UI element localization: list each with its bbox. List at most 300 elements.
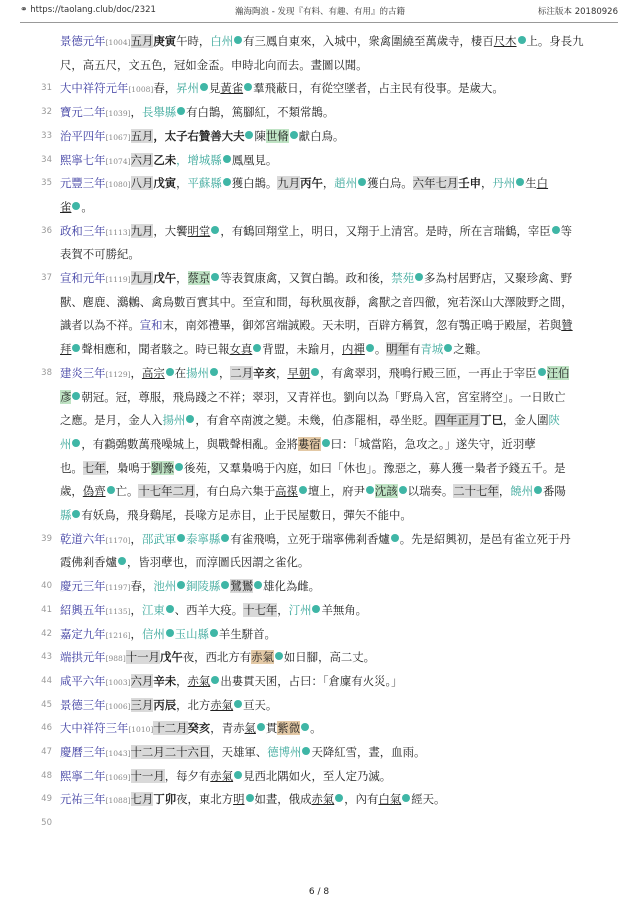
- text-segment: 多為村居野店，又聚珍禽、野: [424, 271, 573, 285]
- era-name: 元豐三年: [60, 176, 106, 191]
- text-segment: ，有倉卒南渡之變。未幾，伯彥罷相，尋坐貶。: [195, 413, 435, 428]
- text-segment: 十一月: [130, 768, 165, 783]
- text-segment: 壇上，府尹: [307, 484, 365, 499]
- era-name: 大中祥符三年: [60, 721, 129, 736]
- entry-line: [41, 101, 620, 125]
- text-segment: 出婁貫天囷，占曰：「倉廩有火災。」: [220, 673, 403, 688]
- place-name[interactable]: 邵武軍: [141, 531, 177, 546]
- annotation-marker-icon[interactable]: [358, 178, 366, 186]
- entry-continuation: [60, 480, 620, 502]
- entry-continuation: [60, 243, 620, 265]
- text-segment: 曰：「城當陷，急攻之。」遂失守，近羽孽: [330, 436, 536, 451]
- text-segment: 亡。: [115, 484, 139, 499]
- year-note: [1010]: [128, 725, 154, 735]
- annotation-marker-icon[interactable]: [166, 605, 174, 613]
- text-segment: 經天。: [411, 792, 446, 807]
- text-segment[interactable]: 偽齊: [82, 484, 106, 499]
- place-name[interactable]: 青城: [420, 342, 444, 357]
- entry-line: [41, 765, 620, 789]
- line-number: 31: [41, 83, 52, 94]
- place-name[interactable]: 縣: [60, 508, 72, 522]
- text-segment[interactable]: 拜: [60, 342, 72, 357]
- text-segment: 貫: [265, 721, 278, 736]
- place-name[interactable]: 昇州: [176, 81, 199, 96]
- era-name: 景德三年: [60, 697, 106, 712]
- annotation-marker-icon[interactable]: [302, 747, 310, 755]
- era-name: 寶元二年: [60, 105, 106, 120]
- text-segment: 如晝，俄成: [254, 792, 312, 807]
- source-link[interactable]: [20, 5, 156, 15]
- text-segment[interactable]: 氣: [244, 721, 256, 736]
- text-segment: 戊午: [153, 271, 177, 285]
- text-segment: ，青赤: [210, 721, 245, 736]
- text-segment: 獲白鵲。: [231, 176, 278, 191]
- place-name[interactable]: 丹州: [492, 176, 516, 191]
- place-name[interactable]: 趙州: [334, 176, 358, 191]
- line-number: 46: [41, 723, 52, 734]
- text-segment: 朝冠。冠，尊服，飛鳥踐之不祥；翠羽，又青祥也。劉向以為「野鳥入宮，宮室將空」。一日敗亡: [81, 389, 566, 404]
- line-number: 38: [41, 367, 52, 378]
- text-segment: ，北方: [176, 697, 211, 712]
- annotation-marker-icon[interactable]: [415, 273, 423, 281]
- annotation-marker-icon[interactable]: [244, 83, 252, 91]
- line-number: 43: [41, 652, 52, 663]
- text-segment[interactable]: 彥: [60, 389, 72, 404]
- text-segment: 。: [310, 721, 322, 736]
- text-segment[interactable]: 世脩: [265, 128, 289, 143]
- annotation-marker-icon[interactable]: [175, 463, 183, 471]
- text-segment[interactable]: 高禖: [275, 484, 298, 499]
- annotation-marker-icon[interactable]: [166, 368, 174, 376]
- entry-line: [41, 599, 620, 623]
- line-number: 45: [41, 699, 52, 710]
- place-name[interactable]: ，增城縣: [176, 152, 222, 167]
- text-segment: 有三鳳自東來，入城中，衆禽圍繞至萬歲寺，棲百: [243, 34, 494, 48]
- annotation-marker-icon[interactable]: [177, 107, 185, 115]
- entry-line: [41, 646, 620, 670]
- year-note: [1113]: [105, 227, 131, 237]
- text-segment: 四年正月: [434, 413, 481, 428]
- text-segment: 尺，高五尺，文五色，冠如金盃。申時北向而去。晝圖以聞。: [60, 57, 368, 72]
- text-segment[interactable]: 赤氣: [311, 792, 335, 807]
- place-name[interactable]: 揚州: [162, 413, 186, 428]
- text-segment: 五月: [130, 34, 154, 48]
- text-segment[interactable]: 赤氣: [210, 768, 234, 783]
- annotation-marker-icon[interactable]: [301, 723, 309, 731]
- text-segment: ，皆羽孽也，而淳圖氏因謂之雀化。: [126, 555, 310, 570]
- annotation-marker-icon[interactable]: [223, 155, 231, 163]
- era-name: 乾道六年: [60, 531, 106, 546]
- annotation-marker-icon[interactable]: [245, 131, 253, 139]
- text-segment: ，: [130, 365, 142, 380]
- entry-continuation: [60, 196, 620, 218]
- text-segment: ，天雄軍、: [210, 745, 268, 759]
- annotation-marker-icon[interactable]: [299, 486, 307, 494]
- text-segment[interactable]: 汪伯: [546, 365, 570, 380]
- annotation-marker-icon[interactable]: [211, 273, 219, 281]
- entry-line: [41, 670, 620, 694]
- text-segment: 乙未: [153, 152, 177, 167]
- text-segment: ，: [176, 673, 188, 688]
- annotation-marker-icon[interactable]: [518, 36, 526, 44]
- annotation-marker-icon[interactable]: [211, 226, 219, 234]
- entry-line: [41, 125, 620, 149]
- line-number: 34: [41, 154, 52, 165]
- text-segment: 如日腳，高二丈。: [283, 650, 376, 665]
- annotation-marker-icon[interactable]: [118, 557, 126, 565]
- text-segment: 歲，: [60, 484, 83, 499]
- line-number: 36: [41, 225, 52, 236]
- line-number: 39: [41, 533, 52, 544]
- text-segment[interactable]: 蔡京: [187, 271, 211, 285]
- text-segment[interactable]: 赤氣: [210, 697, 234, 712]
- text-segment: 二十七年: [453, 484, 499, 499]
- line-number: 37: [41, 273, 52, 283]
- line-number: 40: [41, 581, 52, 592]
- text-segment: 明年: [386, 342, 410, 357]
- era-name: 建炎三年: [60, 365, 106, 380]
- annotation-marker-icon[interactable]: [534, 486, 542, 494]
- text-segment[interactable]: 高宗: [141, 365, 165, 380]
- annotation-marker-icon[interactable]: [186, 415, 194, 423]
- annotation-marker-icon[interactable]: [366, 486, 374, 494]
- site-title: 瀚海陶浪 - 发现『有料、有趣、有用』的古籍: [235, 7, 405, 17]
- entry-continuation: [60, 54, 620, 76]
- year-note: [988]: [105, 654, 126, 664]
- text-segment: 之難。: [453, 342, 488, 357]
- entry-continuation: [60, 314, 620, 336]
- annotation-marker-icon[interactable]: [290, 131, 298, 139]
- entry-line: [41, 528, 620, 552]
- annotation-marker-icon[interactable]: [177, 581, 185, 589]
- text-segment: 七月: [130, 792, 154, 807]
- text-segment: 天降紅雪，晝，血雨。: [311, 745, 426, 759]
- year-note: [1170]: [105, 535, 131, 545]
- text-segment: 。先是紹興初，是邑有雀立死于丹: [399, 531, 571, 546]
- place-name[interactable]: 德博州: [267, 745, 302, 759]
- text-segment[interactable]: 紫微: [277, 721, 301, 736]
- entry-line: [41, 172, 620, 196]
- text-segment: 春，: [153, 81, 177, 96]
- place-name[interactable]: 泰寧縣: [186, 531, 221, 546]
- entry-line: [41, 694, 620, 718]
- text-segment: 六年七月: [412, 176, 459, 191]
- year-note: [1216]: [105, 630, 131, 640]
- place-name[interactable]: 州: [60, 436, 72, 451]
- year-note: [1069]: [105, 772, 131, 782]
- text-segment: 。: [374, 342, 387, 357]
- text-segment: ，有鶴回翔堂上，明日，又翔于上清宮。是時，所在言瑞鶴，宰臣: [220, 223, 551, 238]
- era-name: 景德元年: [60, 34, 106, 48]
- annotation-marker-icon[interactable]: [311, 368, 319, 376]
- text-segment[interactable]: 婁宿: [297, 436, 321, 451]
- text-segment: 羊生駢首。: [218, 626, 276, 641]
- text-segment: 獻白鳥。: [298, 128, 345, 143]
- text-segment: ，內有: [344, 792, 379, 807]
- page-header: [20, 5, 618, 17]
- place-name[interactable]: 平蘇縣: [187, 176, 222, 191]
- text-segment: 見: [208, 81, 221, 96]
- annotation-marker-icon[interactable]: [177, 534, 185, 542]
- year-note: [1043]: [105, 749, 131, 758]
- text-segment: 獸、麀鹿、鸂鶒、禽鳥數百實其中。至宣和間，每秋風夜靜，禽獸之音四徹，宛若深山大澤陂野之間，: [60, 294, 573, 309]
- text-segment: 識者以為不祥。: [60, 318, 140, 333]
- era-name: 熙寧七年: [60, 152, 106, 167]
- era-name: 大中祥符元年: [60, 81, 129, 96]
- text-segment: 十七年: [243, 602, 278, 617]
- text-segment: ，金人圍: [502, 413, 549, 428]
- text-segment: ，有白烏六集于: [195, 484, 276, 499]
- entry-line: [41, 717, 620, 741]
- text-segment: 十二月: [153, 721, 188, 736]
- entry-line: [41, 362, 620, 386]
- era-name: 慶曆三年: [60, 745, 106, 759]
- annotation-marker-icon[interactable]: [538, 368, 546, 376]
- annotation-marker-icon[interactable]: [254, 581, 262, 589]
- text-segment: 霞佛剎香爐: [60, 555, 117, 570]
- text-segment: 丁卯: [153, 792, 177, 807]
- annotation-marker-icon[interactable]: [234, 771, 242, 779]
- entry-continuation: [60, 30, 620, 54]
- text-segment[interactable]: 尺木: [493, 34, 517, 48]
- url-text: https://taolang.club/doc/2321: [30, 5, 156, 15]
- text-segment: 五月: [130, 128, 154, 143]
- era-name: 治平四年: [60, 128, 106, 143]
- line-number: 35: [41, 178, 52, 189]
- annotation-marker-icon[interactable]: [72, 439, 80, 447]
- annotation-marker-icon[interactable]: [234, 700, 242, 708]
- annotation-marker-icon[interactable]: [221, 534, 229, 542]
- annotation-marker-icon[interactable]: [391, 534, 399, 542]
- era-name: 咸平六年: [60, 673, 106, 688]
- text-segment: 羊無角。: [321, 602, 368, 617]
- text-segment: 夜，西北方有: [182, 650, 252, 665]
- text-segment: ，: [130, 105, 142, 120]
- era-name: 熙寧二年: [60, 768, 106, 783]
- text-segment[interactable]: 贊: [561, 318, 573, 333]
- text-segment[interactable]: 女真: [229, 342, 253, 357]
- text-segment: 春，: [130, 579, 154, 594]
- text-segment[interactable]: 劉豫: [151, 460, 174, 475]
- text-segment: 丁巳: [480, 413, 503, 428]
- text-segment: 九月: [130, 271, 154, 285]
- era-name: 元祐三年: [60, 792, 106, 807]
- annotation-marker-icon[interactable]: [107, 486, 115, 494]
- text-segment: ，: [176, 176, 188, 191]
- text-segment[interactable]: 明: [233, 792, 245, 807]
- text-segment: 丙午: [300, 176, 323, 191]
- text-segment[interactable]: 白: [536, 176, 549, 191]
- text-segment[interactable]: 雀: [60, 199, 72, 214]
- annotation-marker-icon[interactable]: [210, 368, 218, 376]
- annotation-marker-icon[interactable]: [253, 344, 261, 352]
- text-segment[interactable]: 赤氣: [187, 673, 211, 688]
- annotation-marker-icon[interactable]: [322, 439, 330, 447]
- year-note: [1004]: [105, 38, 131, 47]
- line-number: 47: [41, 747, 52, 757]
- text-segment[interactable]: 沈該: [374, 484, 398, 499]
- text-segment: 有白鵲，篤腳紅，不類常鵲。: [186, 105, 335, 120]
- era-name: 端拱元年: [60, 650, 106, 665]
- year-note: [1135]: [105, 606, 131, 616]
- text-segment: 上。身長九: [526, 34, 584, 48]
- entry-line: [41, 220, 620, 244]
- entry-continuation: [60, 409, 620, 431]
- entry-line: [41, 788, 620, 812]
- place-name[interactable]: 長舉縣: [141, 105, 177, 120]
- text-segment: 七年: [82, 460, 106, 475]
- era-name: 宣和: [139, 318, 163, 333]
- text-segment: 十一月: [125, 650, 160, 665]
- entry-line: [41, 77, 620, 101]
- line-number: 33: [41, 130, 52, 141]
- text-segment: ，: [176, 271, 188, 285]
- text-segment: ，: [275, 365, 288, 380]
- header-rule: [20, 22, 618, 23]
- place-name[interactable]: 池州: [153, 579, 177, 594]
- place-name[interactable]: 白州: [210, 34, 234, 48]
- text-segment[interactable]: 黃雀: [220, 81, 244, 96]
- text-segment: ，大饗: [153, 223, 188, 238]
- entry-line: [41, 149, 620, 173]
- annotation-marker-icon[interactable]: [72, 510, 80, 518]
- line-number: 42: [41, 628, 52, 639]
- text-segment: 亘天。: [243, 697, 278, 712]
- annotation-marker-icon[interactable]: [444, 344, 452, 352]
- annotation-marker-icon[interactable]: [72, 344, 80, 352]
- year-note: [1003]: [105, 677, 131, 687]
- annotation-marker-icon[interactable]: [72, 202, 80, 210]
- text-segment: ，: [218, 365, 231, 380]
- place-name[interactable]: 江東: [141, 602, 165, 617]
- text-segment: 表賀不可勝紀。: [60, 247, 140, 262]
- text-segment: 六月: [130, 673, 154, 688]
- annotation-marker-icon[interactable]: [516, 178, 524, 186]
- entry-continuation: [60, 551, 620, 573]
- place-name[interactable]: 陝: [548, 413, 560, 428]
- text-segment[interactable]: 内禪: [342, 342, 365, 357]
- entry-continuation: [60, 504, 620, 526]
- text-segment: ，: [130, 626, 142, 641]
- text-segment: ，: [498, 484, 511, 499]
- era-name: 政和三年: [60, 223, 106, 238]
- year-note: [1088]: [105, 796, 131, 806]
- place-name[interactable]: 禁苑: [391, 271, 414, 285]
- place-name[interactable]: 揚州: [186, 365, 209, 380]
- annotation-marker-icon[interactable]: [72, 392, 80, 400]
- annotation-marker-icon[interactable]: [257, 723, 265, 731]
- text-segment: 庚寅: [153, 34, 177, 48]
- annotation-marker-icon[interactable]: [402, 794, 410, 802]
- annotation-marker-icon[interactable]: [246, 794, 254, 802]
- text-segment: 番陽: [543, 484, 566, 499]
- text-segment: 九月: [130, 223, 154, 238]
- annotation-marker-icon[interactable]: [335, 794, 343, 802]
- text-segment: ，: [481, 176, 493, 191]
- annotation-marker-icon[interactable]: [223, 178, 231, 186]
- version-label: 标注版本 20180926: [538, 7, 618, 17]
- text-segment: 等: [560, 223, 573, 238]
- era-name: 紹興五年: [60, 602, 106, 617]
- annotation-marker-icon[interactable]: [275, 652, 283, 660]
- annotation-marker-icon[interactable]: [312, 605, 320, 613]
- annotation-marker-icon[interactable]: [221, 581, 229, 589]
- text-segment: ，梟鳴于: [105, 460, 152, 475]
- entry-line: [41, 623, 620, 647]
- year-note: [1129]: [105, 369, 131, 379]
- text-segment[interactable]: 白氣: [378, 792, 402, 807]
- text-segment[interactable]: 赤氣: [251, 650, 274, 665]
- text-segment: 在: [174, 365, 187, 380]
- annotation-marker-icon[interactable]: [200, 83, 208, 91]
- place-name[interactable]: 饒州: [510, 484, 534, 499]
- text-segment[interactable]: 明堂: [187, 223, 211, 238]
- line-number: 48: [41, 770, 52, 781]
- text-segment: 癸亥: [187, 721, 211, 736]
- place-name[interactable]: 汀州: [288, 602, 312, 617]
- year-note: [1008]: [128, 85, 154, 95]
- line-number: 44: [41, 675, 52, 686]
- annotation-marker-icon[interactable]: [211, 676, 219, 684]
- text-segment: 也。: [60, 460, 83, 475]
- entry-line: [41, 741, 620, 765]
- text-segment: 午時，: [176, 34, 211, 48]
- text-segment: ，有鸖鵶數萬飛噪城上，與戰聲相亂。金將: [81, 436, 298, 451]
- text-segment: ，: [277, 602, 289, 617]
- link-icon: ⚭: [20, 5, 28, 15]
- text-segment: 有雀飛鳴，立死于瑞寧佛剎香爐: [230, 531, 390, 546]
- text-segment: 六月: [130, 152, 154, 167]
- text-segment: 鷺鸑: [230, 579, 254, 594]
- entry-continuation: [60, 433, 620, 455]
- text-segment: 三月: [130, 697, 154, 712]
- entry-continuation: [60, 386, 620, 408]
- page-number: 6 / 8: [308, 887, 330, 897]
- text-segment: 十七年二月: [138, 484, 196, 499]
- text-segment: ，每夕有: [164, 768, 211, 783]
- text-segment: 有妖鳥，飛身鷄尾，長喙方足赤目，止于民屋數日，彈矢不能中。: [81, 508, 412, 522]
- text-segment: 十二月二十六日: [130, 745, 211, 759]
- annotation-marker-icon[interactable]: [399, 486, 407, 494]
- annotation-marker-icon[interactable]: [210, 629, 218, 637]
- entry-continuation: [60, 457, 620, 479]
- text-segment: 末，南郊禮畢，御郊宮端誠殿。天未明，百辟方稱賀，忽有鶚正鳴于殿屋，若與: [162, 318, 562, 333]
- text-segment: 丙辰: [153, 697, 177, 712]
- text-segment: 之應。是月，金人入: [60, 413, 163, 428]
- year-note: [1080]: [105, 180, 131, 190]
- annotation-marker-icon[interactable]: [234, 36, 242, 44]
- line-number: 50: [41, 818, 52, 829]
- text-segment: 後苑，又羣梟鳴于內庭，如曰「休也」。豫惡之，募人獲一梟者予錢五千。是: [183, 460, 566, 475]
- text-segment[interactable]: 早朝: [287, 365, 311, 380]
- text-segment: 雄化為雌。: [263, 579, 321, 594]
- text-segment: ，太子右贊善大夫: [153, 128, 245, 143]
- text-segment: 二月: [230, 365, 254, 380]
- text-segment: 聲相應和，聞者駭之。時已報: [81, 342, 230, 357]
- era-name: 慶元三年: [60, 579, 106, 594]
- annotation-marker-icon[interactable]: [166, 629, 174, 637]
- place-name[interactable]: 玉山縣: [174, 626, 209, 641]
- text-segment: 戊午: [159, 650, 183, 665]
- text-segment: 陳: [254, 128, 266, 143]
- text-segment: 見西北隅如火，至人定乃滅。: [243, 768, 392, 783]
- text-segment: ，: [130, 531, 142, 546]
- text-segment: 八月: [130, 176, 154, 191]
- annotation-marker-icon[interactable]: [366, 344, 374, 352]
- place-name[interactable]: 信州: [141, 626, 165, 641]
- annotation-marker-icon[interactable]: [552, 226, 560, 234]
- place-name[interactable]: 銅陵縣: [186, 579, 221, 594]
